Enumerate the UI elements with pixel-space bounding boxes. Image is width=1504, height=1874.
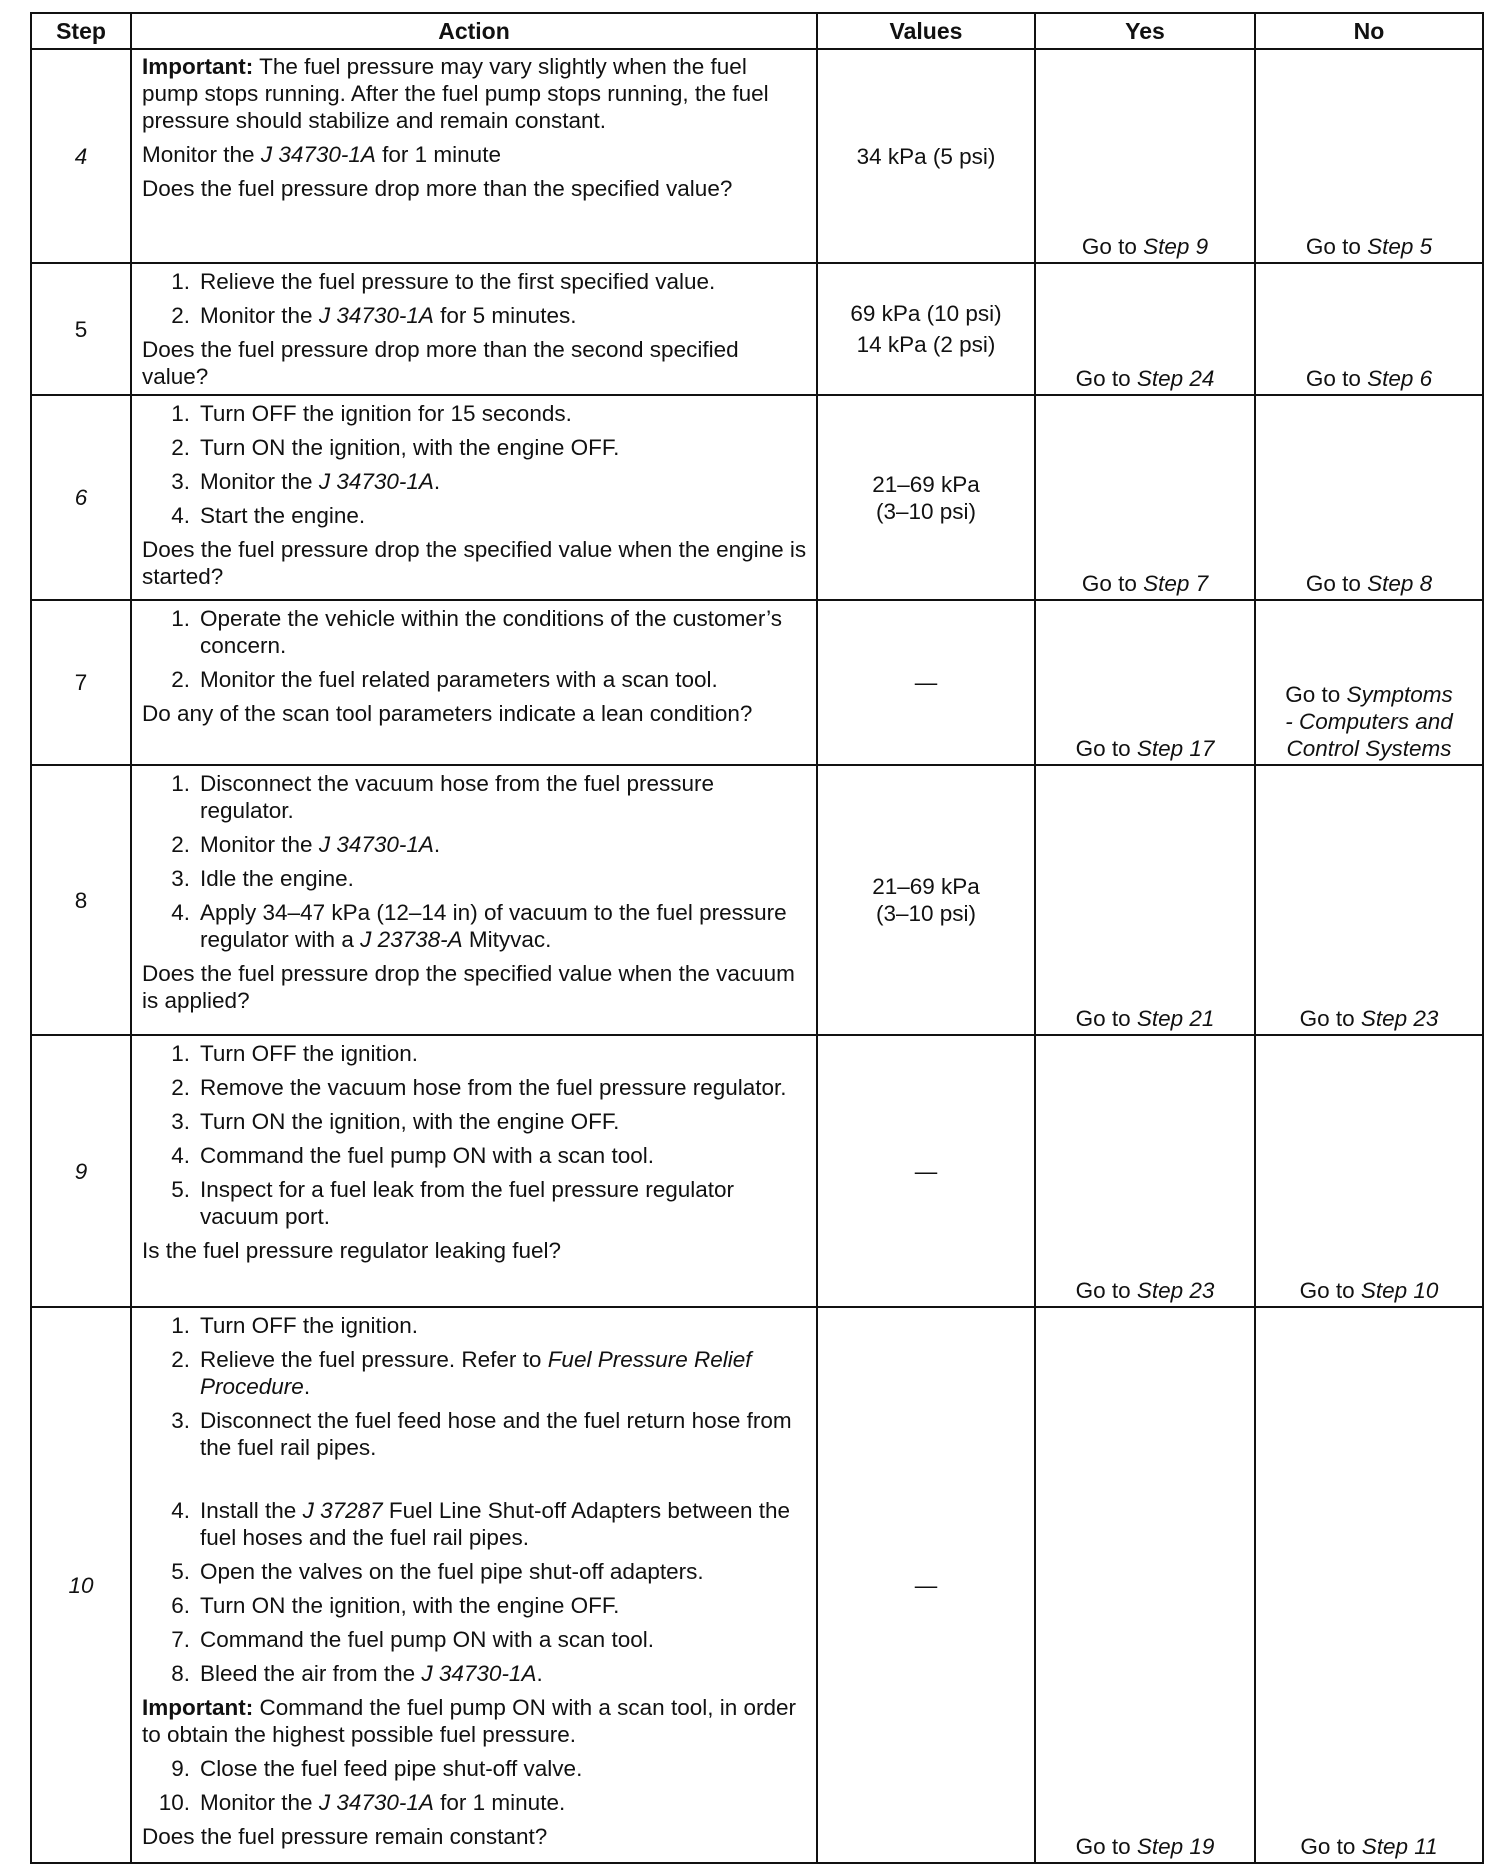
- step-link[interactable]: Step 7: [1143, 571, 1209, 596]
- item-text-part: for 5 minutes.: [433, 303, 577, 328]
- item-text-part: Monitor the: [200, 832, 319, 857]
- list-item: [142, 1040, 808, 1067]
- value-dash: —: [914, 1572, 938, 1598]
- list-item: [142, 434, 808, 461]
- item-text: Inspect for a fuel leak from the fuel pressure regulator vacuum port.: [200, 1177, 735, 1229]
- list-item: [142, 831, 808, 858]
- list-item: [142, 468, 808, 495]
- procedure-link[interactable]: Fuel Pressure Relief Procedure: [200, 1347, 752, 1399]
- values-cell: [817, 765, 1035, 1035]
- step-link[interactable]: Step 6: [1367, 366, 1433, 391]
- symptoms-link-line[interactable]: Control Systems: [1286, 736, 1452, 761]
- item-number: 10.: [158, 1790, 190, 1815]
- value-first: 69 kPa (10 psi): [850, 301, 1002, 326]
- values-cell: [817, 49, 1035, 263]
- step-link[interactable]: Step 5: [1367, 234, 1433, 259]
- no-cell: [1255, 263, 1483, 395]
- item-number: 1.: [171, 401, 190, 426]
- question: Does the fuel pressure drop the specified value when the vacuum is applied?: [142, 961, 795, 1013]
- item-number: 2.: [171, 667, 190, 692]
- list-item: [142, 400, 808, 427]
- item-text-part: .: [536, 1661, 543, 1686]
- diagnostic-table: [30, 12, 1484, 1864]
- no-cell: [1255, 600, 1483, 765]
- no-cell: [1255, 395, 1483, 600]
- item-text-part: Apply 34–47 kPa (12–14 in) of vacuum to the fuel pressure regulator with a: [200, 900, 787, 952]
- item-text: [200, 302, 808, 329]
- item-text: [200, 1497, 808, 1551]
- list-item: [142, 1346, 808, 1400]
- list-item: [142, 1755, 808, 1782]
- goto-text: Go to: [1305, 366, 1368, 391]
- item-text: Turn OFF the ignition.: [200, 1313, 419, 1338]
- yes-cell: [1035, 395, 1255, 600]
- list-item: [142, 502, 808, 529]
- question: Does the fuel pressure remain constant?: [142, 1824, 548, 1849]
- goto-text: Go to: [1299, 1006, 1361, 1031]
- list-item: [142, 1407, 808, 1461]
- tool-reference: J 23738-A: [360, 927, 463, 952]
- step-link[interactable]: Step 21: [1136, 1006, 1215, 1031]
- instruction-text: Monitor the: [142, 142, 261, 167]
- item-number: 5.: [171, 1559, 190, 1584]
- value: 34 kPa (5 psi): [856, 143, 996, 169]
- item-number: 5.: [171, 1177, 190, 1202]
- item-number: 8.: [171, 1661, 190, 1686]
- item-text: [200, 1660, 808, 1687]
- item-number: 4.: [171, 503, 190, 528]
- table-row: [31, 49, 1483, 263]
- item-text: [200, 1789, 808, 1816]
- symptoms-link-line[interactable]: - Computers and: [1285, 709, 1453, 734]
- step-link[interactable]: Step 10: [1360, 1278, 1439, 1303]
- symptoms-link[interactable]: Symptoms: [1346, 682, 1453, 707]
- instruction-text: for 1 minute: [375, 142, 501, 167]
- important-text: Command the fuel pump ON with a scan tool, in order to obtain the highest possible fuel pressure.: [142, 1695, 797, 1747]
- goto-text: Go to: [1285, 682, 1347, 707]
- question: Do any of the scan tool parameters indicate a lean condition?: [142, 701, 753, 726]
- item-text: Open the valves on the fuel pipe shut-off adapters.: [200, 1559, 704, 1584]
- item-number: 1.: [171, 269, 190, 294]
- header-step: Step: [31, 13, 131, 49]
- list-item: [142, 666, 808, 693]
- no-cell: [1255, 49, 1483, 263]
- tool-reference: J 34730-1A: [260, 142, 376, 167]
- action-cell: [131, 1035, 817, 1307]
- list-item: [142, 1497, 808, 1551]
- table-row: [31, 1307, 1483, 1863]
- item-number: 3.: [171, 1408, 190, 1433]
- tool-reference: J 34730-1A: [318, 469, 434, 494]
- goto-text: Go to: [1081, 234, 1144, 259]
- item-text-part: Mityvac.: [462, 927, 552, 952]
- item-text: Command the fuel pump ON with a scan tool.: [200, 1143, 654, 1168]
- item-text-part: Install the: [200, 1498, 303, 1523]
- table-row: [31, 765, 1483, 1035]
- yes-cell: [1035, 1307, 1255, 1863]
- question: Does the fuel pressure drop more than the second specified value?: [142, 337, 739, 389]
- action-cell: [131, 263, 817, 395]
- item-number: 4.: [171, 1143, 190, 1168]
- goto-text: Go to: [1075, 1834, 1137, 1859]
- list-item: [142, 1312, 808, 1339]
- step-link[interactable]: Step 11: [1361, 1834, 1438, 1859]
- item-text: [200, 468, 808, 495]
- tool-reference: J 37287: [302, 1498, 383, 1523]
- step-link[interactable]: Step 17: [1136, 736, 1215, 761]
- step-number: 7: [31, 600, 131, 765]
- item-number: 3.: [171, 1109, 190, 1134]
- goto-text: Go to: [1305, 234, 1368, 259]
- item-text-part: Bleed the air from the: [200, 1661, 422, 1686]
- goto-text: Go to: [1305, 571, 1368, 596]
- list-item: [142, 770, 808, 824]
- tool-reference: J 34730-1A: [318, 303, 434, 328]
- step-link[interactable]: Step 19: [1136, 1834, 1215, 1859]
- action-cell: [131, 49, 817, 263]
- table-row: [31, 600, 1483, 765]
- item-text: Operate the vehicle within the conditions of the customer’s concern.: [200, 606, 782, 658]
- action-cell: [131, 765, 817, 1035]
- step-number: 4: [31, 49, 131, 263]
- list-item: [142, 605, 808, 659]
- item-text: [200, 899, 808, 953]
- tool-reference: J 34730-1A: [318, 1790, 434, 1815]
- header-no: No: [1255, 13, 1483, 49]
- list-item: [142, 268, 808, 295]
- list-item: [142, 1074, 808, 1101]
- tool-reference: J 34730-1A: [318, 832, 434, 857]
- item-text-part: .: [433, 469, 441, 494]
- header-row: [31, 13, 1483, 49]
- step-link[interactable]: Step 24: [1136, 366, 1215, 391]
- list-item: [142, 1108, 808, 1135]
- values-cell: [817, 395, 1035, 600]
- item-number: 2.: [171, 1347, 190, 1372]
- item-text: Relieve the fuel pressure to the first specified value.: [200, 269, 716, 294]
- item-number: 3.: [171, 469, 190, 494]
- item-number: 2.: [171, 303, 190, 328]
- list-item: [142, 1142, 808, 1169]
- value-dash: —: [914, 1158, 938, 1184]
- step-number: 5: [31, 263, 131, 395]
- goto-text: Go to: [1075, 736, 1137, 761]
- item-text-part: for 1 minute.: [433, 1790, 566, 1815]
- item-number: 2.: [171, 1075, 190, 1100]
- step-link[interactable]: Step 9: [1143, 234, 1209, 259]
- list-item: [142, 1660, 808, 1687]
- item-text: [200, 831, 808, 858]
- step-link[interactable]: Step 23: [1360, 1006, 1439, 1031]
- values-cell: [817, 263, 1035, 395]
- item-number: 2.: [171, 832, 190, 857]
- list-item: [142, 899, 808, 953]
- item-text: Disconnect the vacuum hose from the fuel pressure regulator.: [200, 771, 715, 823]
- header-action: Action: [131, 13, 817, 49]
- item-text-part: Fuel Line Shut-off Adapters between the fuel hoses and the fuel rail pipes.: [200, 1498, 791, 1550]
- spacer: [142, 1468, 808, 1495]
- item-number: 1.: [171, 606, 190, 631]
- item-text-part: Monitor the: [200, 469, 319, 494]
- item-number: 4.: [171, 1498, 190, 1523]
- goto-text: Go to: [1081, 571, 1144, 596]
- step-number: 8: [31, 765, 131, 1035]
- header-yes: Yes: [1035, 13, 1255, 49]
- value-line: 21–69 kPa: [872, 471, 980, 497]
- question: Is the fuel pressure regulator leaking fuel?: [142, 1238, 561, 1263]
- list-item: [142, 1626, 808, 1653]
- important-note: [142, 53, 808, 134]
- goto-text: Go to: [1300, 1834, 1362, 1859]
- important-label: Important:: [142, 1695, 254, 1720]
- step-number: 9: [31, 1035, 131, 1307]
- important-label: Important:: [142, 54, 254, 79]
- item-number: 7.: [171, 1627, 190, 1652]
- item-number: 4.: [171, 900, 190, 925]
- item-text: Monitor the fuel related parameters with a scan tool.: [200, 667, 718, 692]
- item-text: Turn ON the ignition, with the engine OFF.: [200, 1109, 620, 1134]
- goto-text: Go to: [1075, 1278, 1137, 1303]
- item-text-part: Relieve the fuel pressure. Refer to: [200, 1347, 548, 1372]
- item-text: Command the fuel pump ON with a scan tool.: [200, 1627, 654, 1652]
- item-number: 1.: [171, 1313, 190, 1338]
- no-cell: [1255, 1307, 1483, 1863]
- list-item: [142, 1789, 808, 1816]
- item-text-part: .: [303, 1374, 311, 1399]
- yes-cell: [1035, 1035, 1255, 1307]
- item-text: Turn ON the ignition, with the engine OFF.: [200, 1593, 620, 1618]
- values-cell: [817, 600, 1035, 765]
- value-second: 14 kPa (2 psi): [856, 332, 996, 357]
- item-text: Turn OFF the ignition for 15 seconds.: [200, 401, 572, 426]
- no-cell: [1255, 765, 1483, 1035]
- item-text: Disconnect the fuel feed hose and the fuel return hose from the fuel rail pipes.: [200, 1408, 792, 1460]
- list-item: [142, 1176, 808, 1230]
- value-dash: —: [914, 670, 938, 695]
- step-link[interactable]: Step 8: [1367, 571, 1433, 596]
- list-item: [142, 1592, 808, 1619]
- item-text-part: Monitor the: [200, 1790, 319, 1815]
- item-text: Start the engine.: [200, 503, 366, 528]
- action-cell: [131, 1307, 817, 1863]
- item-text: Close the fuel feed pipe shut-off valve.: [200, 1756, 583, 1781]
- important-note: [142, 1694, 808, 1748]
- question: Does the fuel pressure drop the specified value when the engine is started?: [142, 537, 807, 589]
- tool-reference: J 34730-1A: [421, 1661, 537, 1686]
- yes-cell: [1035, 49, 1255, 263]
- values-cell: [817, 1035, 1035, 1307]
- action-cell: [131, 600, 817, 765]
- yes-cell: [1035, 263, 1255, 395]
- item-number: 1.: [171, 1041, 190, 1066]
- value-line: 21–69 kPa: [872, 874, 980, 899]
- table-row: [31, 395, 1483, 600]
- values-cell: [817, 1307, 1035, 1863]
- goto-text: Go to: [1075, 366, 1137, 391]
- item-text: Turn OFF the ignition.: [200, 1041, 419, 1066]
- header-values: Values: [817, 13, 1035, 49]
- item-text: Idle the engine.: [200, 866, 354, 891]
- item-text: Turn ON the ignition, with the engine OFF.: [200, 435, 620, 460]
- item-text: [200, 1346, 808, 1400]
- instruction: [142, 141, 808, 168]
- important-text: The fuel pressure may vary slightly when the fuel pump stops running. After the fuel pump stops running, the fuel pressure should stabilize and remain constant.: [142, 54, 769, 133]
- action-cell: [131, 395, 817, 600]
- no-cell: [1255, 1035, 1483, 1307]
- list-item: [142, 865, 808, 892]
- item-number: 1.: [171, 771, 190, 796]
- yes-cell: [1035, 765, 1255, 1035]
- item-text-part: Monitor the: [200, 303, 319, 328]
- table-row: [31, 263, 1483, 395]
- value-line: (3–10 psi): [875, 901, 977, 926]
- step-number: 6: [31, 395, 131, 600]
- item-number: 9.: [171, 1756, 190, 1781]
- step-number: 10: [31, 1307, 131, 1863]
- question: Does the fuel pressure drop more than the specified value?: [142, 176, 733, 201]
- yes-cell: [1035, 600, 1255, 765]
- item-text-part: .: [433, 832, 441, 857]
- value-line: (3–10 psi): [875, 498, 977, 524]
- step-link[interactable]: Step 23: [1136, 1278, 1215, 1303]
- item-number: 6.: [171, 1593, 190, 1618]
- item-number: 3.: [171, 866, 190, 891]
- table-row: [31, 1035, 1483, 1307]
- item-number: 2.: [171, 435, 190, 460]
- list-item: [142, 1558, 808, 1585]
- goto-text: Go to: [1075, 1006, 1137, 1031]
- goto-text: Go to: [1299, 1278, 1361, 1303]
- item-text: Remove the vacuum hose from the fuel pressure regulator.: [200, 1075, 787, 1100]
- list-item: [142, 302, 808, 329]
